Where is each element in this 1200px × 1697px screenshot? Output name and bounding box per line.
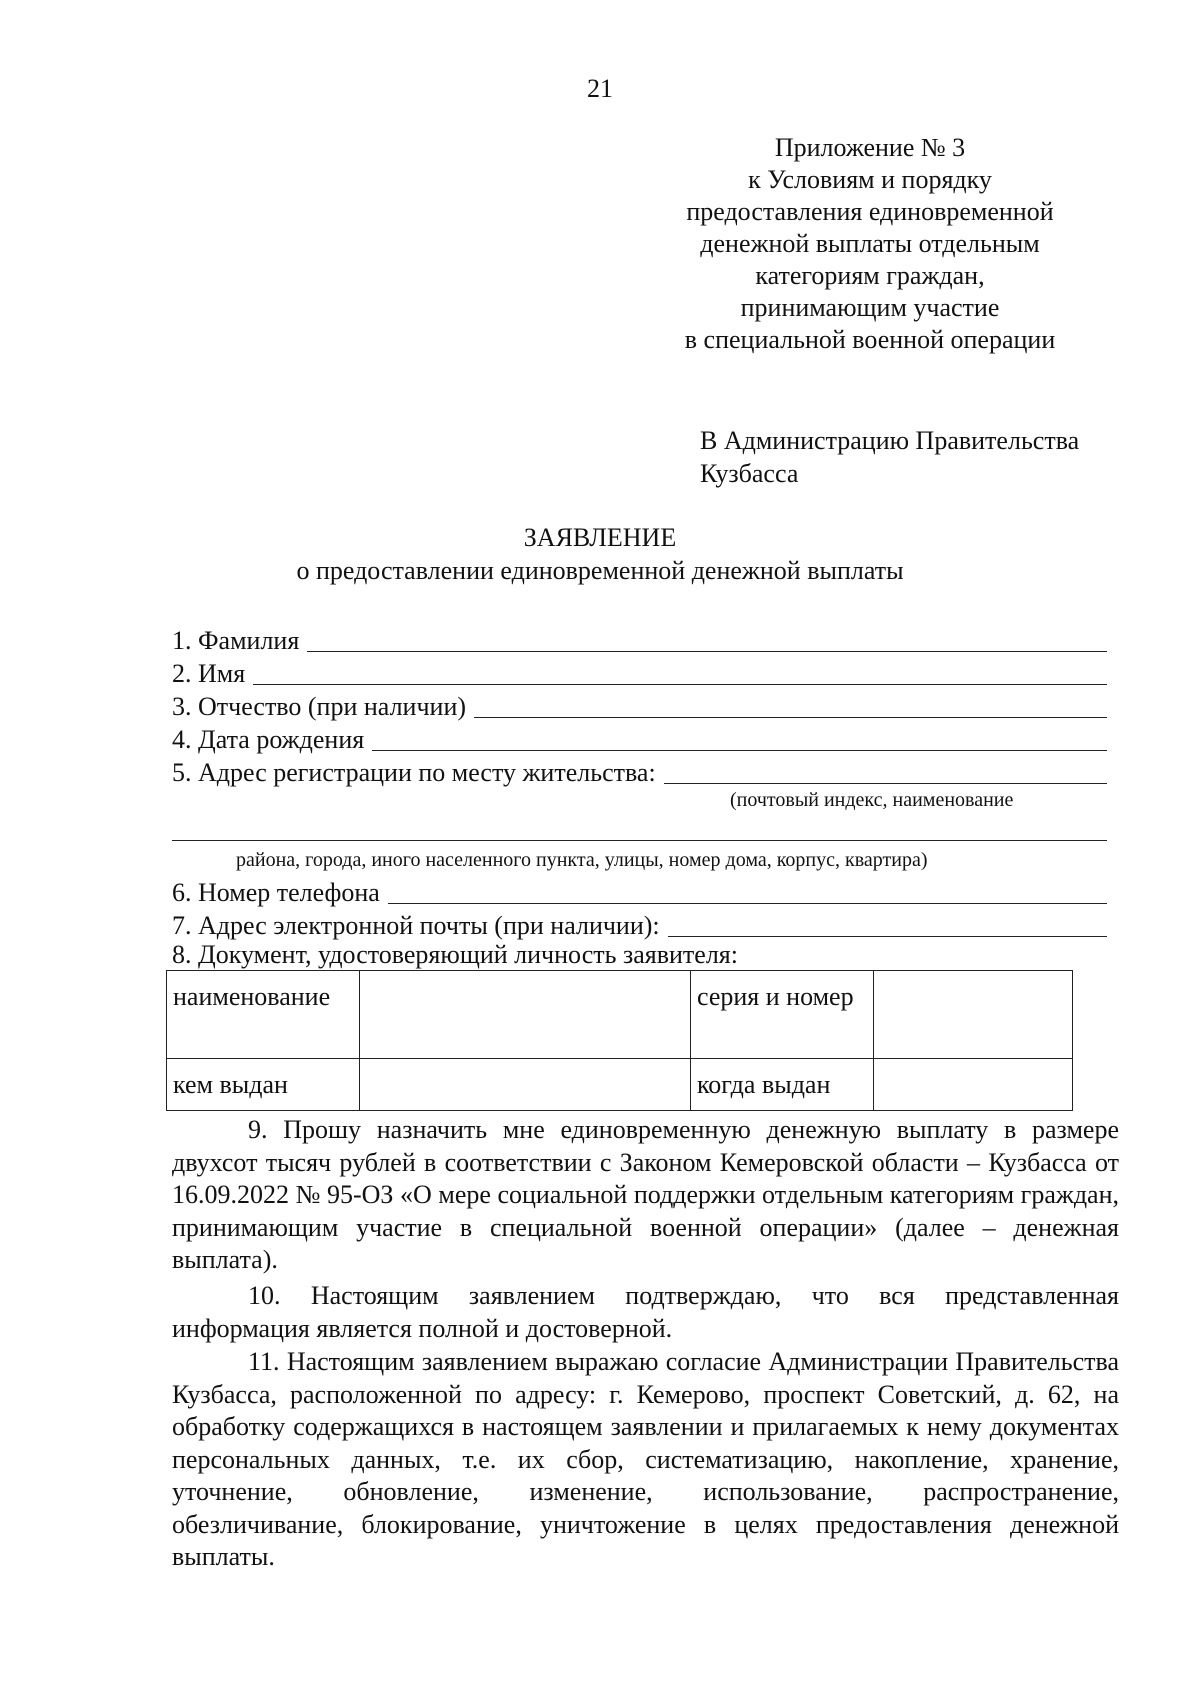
table-row bbox=[167, 1059, 1073, 1111]
patronymic-label: 3. Отчество (при наличии) bbox=[172, 692, 467, 721]
address-hint-1: (почтовый индекс, наименование bbox=[730, 789, 1014, 811]
id-series-label: серия и номер bbox=[691, 971, 874, 1059]
address-input-line[interactable] bbox=[664, 783, 1107, 784]
surname-input-line[interactable] bbox=[307, 651, 1107, 652]
phone-input-line[interactable] bbox=[388, 903, 1107, 904]
paragraph-10-text: 10. Настоящим заявлением подтверждаю, что вся представленная информация является полной и достоверной. bbox=[172, 1281, 1119, 1343]
id-issued-date-value[interactable] bbox=[874, 1059, 1073, 1111]
id-issued-by-value[interactable] bbox=[360, 1059, 691, 1111]
id-name-value[interactable] bbox=[360, 971, 691, 1059]
appendix-line: принимающим участие bbox=[740, 293, 1000, 322]
appendix-line: в специальной военной операции bbox=[684, 325, 1056, 354]
birthdate-input-line[interactable] bbox=[372, 750, 1107, 751]
birthdate-field[interactable] bbox=[172, 723, 1107, 755]
appendix-block bbox=[640, 133, 1100, 357]
address-field[interactable] bbox=[172, 756, 1107, 788]
id-series-value[interactable] bbox=[874, 971, 1073, 1059]
appendix-line: категориям граждан, bbox=[755, 261, 985, 290]
address-label: 5. Адрес регистрации по месту жительства: bbox=[172, 758, 656, 787]
page-number: 21 bbox=[587, 74, 613, 103]
address-hint-2: района, города, иного населенного пункта, улицы, номер дома, корпус, квартира) bbox=[236, 849, 928, 871]
appendix-line: денежной выплаты отдельным bbox=[700, 229, 1040, 258]
email-label: 7. Адрес электронной почты (при наличии): bbox=[172, 911, 660, 940]
addressee-line: Кузбасса bbox=[700, 459, 799, 488]
name-field[interactable] bbox=[172, 657, 1107, 689]
addressee-line: В Администрацию Правительства bbox=[700, 426, 1080, 455]
appendix-line: к Условиям и порядку bbox=[748, 165, 992, 194]
address-input-line-2[interactable] bbox=[172, 840, 1107, 841]
patronymic-field[interactable] bbox=[172, 690, 1107, 722]
email-field[interactable] bbox=[172, 909, 1107, 941]
name-input-line[interactable] bbox=[253, 684, 1107, 685]
email-input-line[interactable] bbox=[668, 936, 1107, 937]
appendix-line: Приложение № 3 bbox=[774, 133, 966, 162]
document-title: ЗАЯВЛЕНИЕ bbox=[523, 523, 677, 552]
surname-label: 1. Фамилия bbox=[172, 626, 300, 655]
surname-field[interactable] bbox=[172, 624, 1107, 656]
phone-field[interactable] bbox=[172, 876, 1107, 908]
addressee-block bbox=[700, 426, 1079, 492]
id-document-table bbox=[166, 970, 1073, 1111]
table-row bbox=[167, 971, 1073, 1059]
id-document-label: 8. Документ, удостоверяющий личность заявителя: bbox=[172, 940, 738, 969]
paragraph-11 bbox=[172, 1346, 1119, 1574]
paragraph-9-text: 9. Прошу назначить мне единовременную денежную выплату в размере двухсот тысяч рублей в соответствии с Законом Кемеровской области – Кузбасса от 16.09.2022 № 95-ОЗ «О мере социальной поддержки отдельным категориям граждан, принимающим участие в специальной военной операции» (далее – денежная выплата). bbox=[172, 1115, 1119, 1274]
phone-label: 6. Номер телефона bbox=[172, 878, 380, 907]
birthdate-label: 4. Дата рождения bbox=[172, 725, 365, 754]
paragraph-11-text: 11. Настоящим заявлением выражаю согласие Администрации Правительства Кузбасса, расположенной по адресу: г. Кемерово, проспект Советский, д. 62, на обработку содержащихся в настоящем заявлении и прилагаемых к нему документах персональных данных, т.е. их сбор, систематизацию, накопление, хранение, уточнение, обновление, изменение, использование, распространение, обезличивание, блокирование, уничтожение в целях предоставления денежной выплаты. bbox=[172, 1347, 1119, 1571]
id-issued-by-label: кем выдан bbox=[167, 1059, 360, 1111]
id-name-label: наименование bbox=[167, 971, 360, 1059]
name-label: 2. Имя bbox=[172, 659, 246, 688]
paragraph-9 bbox=[172, 1114, 1119, 1277]
id-issued-date-label: когда выдан bbox=[691, 1059, 874, 1111]
patronymic-input-line[interactable] bbox=[474, 717, 1107, 718]
document-subtitle: о предоставлении единовременной денежной выплаты bbox=[296, 556, 904, 585]
appendix-line: предоставления единовременной bbox=[686, 197, 1054, 226]
paragraph-10 bbox=[172, 1280, 1119, 1345]
